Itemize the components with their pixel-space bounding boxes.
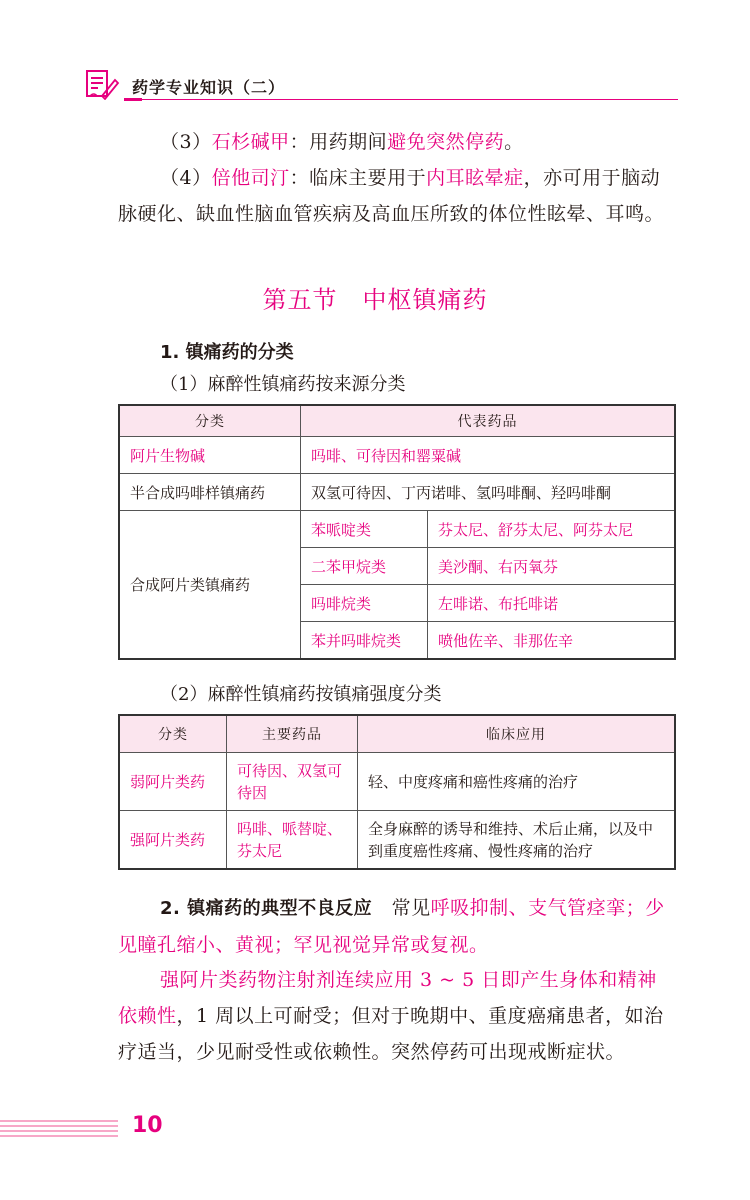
- table-cell: 可待因、双氢可待因: [227, 753, 358, 811]
- header-divider-accent: [124, 98, 142, 101]
- table-header: 代表药品: [301, 405, 676, 437]
- paragraph-dependence: 强阿片类药物注射剂连续应用 3 ~ 5 日即产生身体和精神依赖性，1 周以上可耐受；但对于晚期中、重度癌痛患者，如治疗适当，少见耐受性或依赖性。突然停药可出现戒断症状。: [118, 969, 664, 1063]
- footer-decoration: [0, 1120, 118, 1140]
- table-cell: 合成阿片类镇痛药: [119, 511, 301, 660]
- paragraph-item-4: （4）倍他司汀：临床主要用于内耳眩晕症，亦可用于脑动脉硬化、缺血性脑血管疾病及高血压所致的体位性眩晕、耳鸣。: [118, 167, 665, 225]
- table-cell: 吗啡烷类: [301, 585, 428, 622]
- subsection-heading-1: 1. 镇痛药的分类: [160, 342, 294, 363]
- table-cell: 全身麻醉的诱导和维持、术后止痛，以及中到重度癌性疼痛、慢性疼痛的治疗: [358, 811, 676, 870]
- sub-heading-1-2: （2）麻醉性镇痛药按镇痛强度分类: [160, 684, 442, 705]
- page-number: 10: [132, 1113, 163, 1138]
- table-cell: 阿片生物碱: [119, 437, 301, 474]
- page-header: [80, 66, 678, 102]
- table-header-row: [119, 715, 675, 753]
- table-header: 分类: [119, 715, 227, 753]
- table-cell: 强阿片类药: [119, 811, 227, 870]
- notes-pen-icon: [84, 68, 120, 100]
- table-header-row: [119, 405, 675, 437]
- classification-by-strength-table: [118, 714, 676, 870]
- table-row: [119, 511, 675, 548]
- highlight-text: 强阿片类药物注射剂连续应用 3 ~ 5 日即产生身体和精神依赖性: [118, 969, 657, 1027]
- table-row: [119, 811, 675, 870]
- header-divider: [124, 99, 678, 100]
- table-row: [119, 437, 675, 474]
- sub-heading-1-1: （1）麻醉性镇痛药按来源分类: [160, 374, 406, 395]
- table-cell: 双氢可待因、丁丙诺啡、氢吗啡酮、羟吗啡酮: [301, 474, 676, 511]
- table-cell: 美沙酮、右丙氧芬: [428, 548, 676, 585]
- table-row: [119, 753, 675, 811]
- table-header: 分类: [119, 405, 301, 437]
- table-cell: 苯哌啶类: [301, 511, 428, 548]
- table-cell: 左啡诺、布托啡诺: [428, 585, 676, 622]
- table-cell: 二苯甲烷类: [301, 548, 428, 585]
- highlight-text: 内耳眩晕症: [426, 167, 524, 189]
- highlight-text: 避免突然停药: [387, 131, 505, 153]
- drug-name: 石杉碱甲: [211, 131, 290, 153]
- book-title: 药学专业知识（二）: [132, 78, 286, 97]
- table-cell: 半合成吗啡样镇痛药: [119, 474, 301, 511]
- table-cell: 弱阿片类药: [119, 753, 227, 811]
- table-cell: 吗啡、可待因和罂粟碱: [301, 437, 676, 474]
- table-header: 临床应用: [358, 715, 676, 753]
- paragraph-item-3: （3）石杉碱甲：用药期间避免突然停药。: [160, 131, 524, 153]
- table-cell: 轻、中度疼痛和癌性疼痛的治疗: [358, 753, 676, 811]
- subsection-heading-2: 2. 镇痛药的典型不良反应: [160, 898, 373, 919]
- table-cell: 吗啡、哌替啶、芬太尼: [227, 811, 358, 870]
- table-cell: 苯并吗啡烷类: [301, 622, 428, 660]
- table-header: 主要药品: [227, 715, 358, 753]
- drug-name: 倍他司汀: [211, 167, 290, 189]
- table-row: [119, 474, 675, 511]
- highlight-text: 呼吸抑制、支气管痉挛；少见瞳孔缩小、黄视；罕见视觉异常或复视。: [118, 897, 665, 956]
- table-cell: 喷他佐辛、非那佐辛: [428, 622, 676, 660]
- table-cell: 芬太尼、舒芬太尼、阿芬太尼: [428, 511, 676, 548]
- section-title: 第五节 中枢镇痛药: [262, 286, 488, 314]
- paragraph-adverse-reactions: 2. 镇痛药的典型不良反应 常见呼吸抑制、支气管痉挛；少见瞳孔缩小、黄视；罕见视觉异常或复视。: [118, 897, 665, 956]
- classification-by-source-table: [118, 404, 676, 660]
